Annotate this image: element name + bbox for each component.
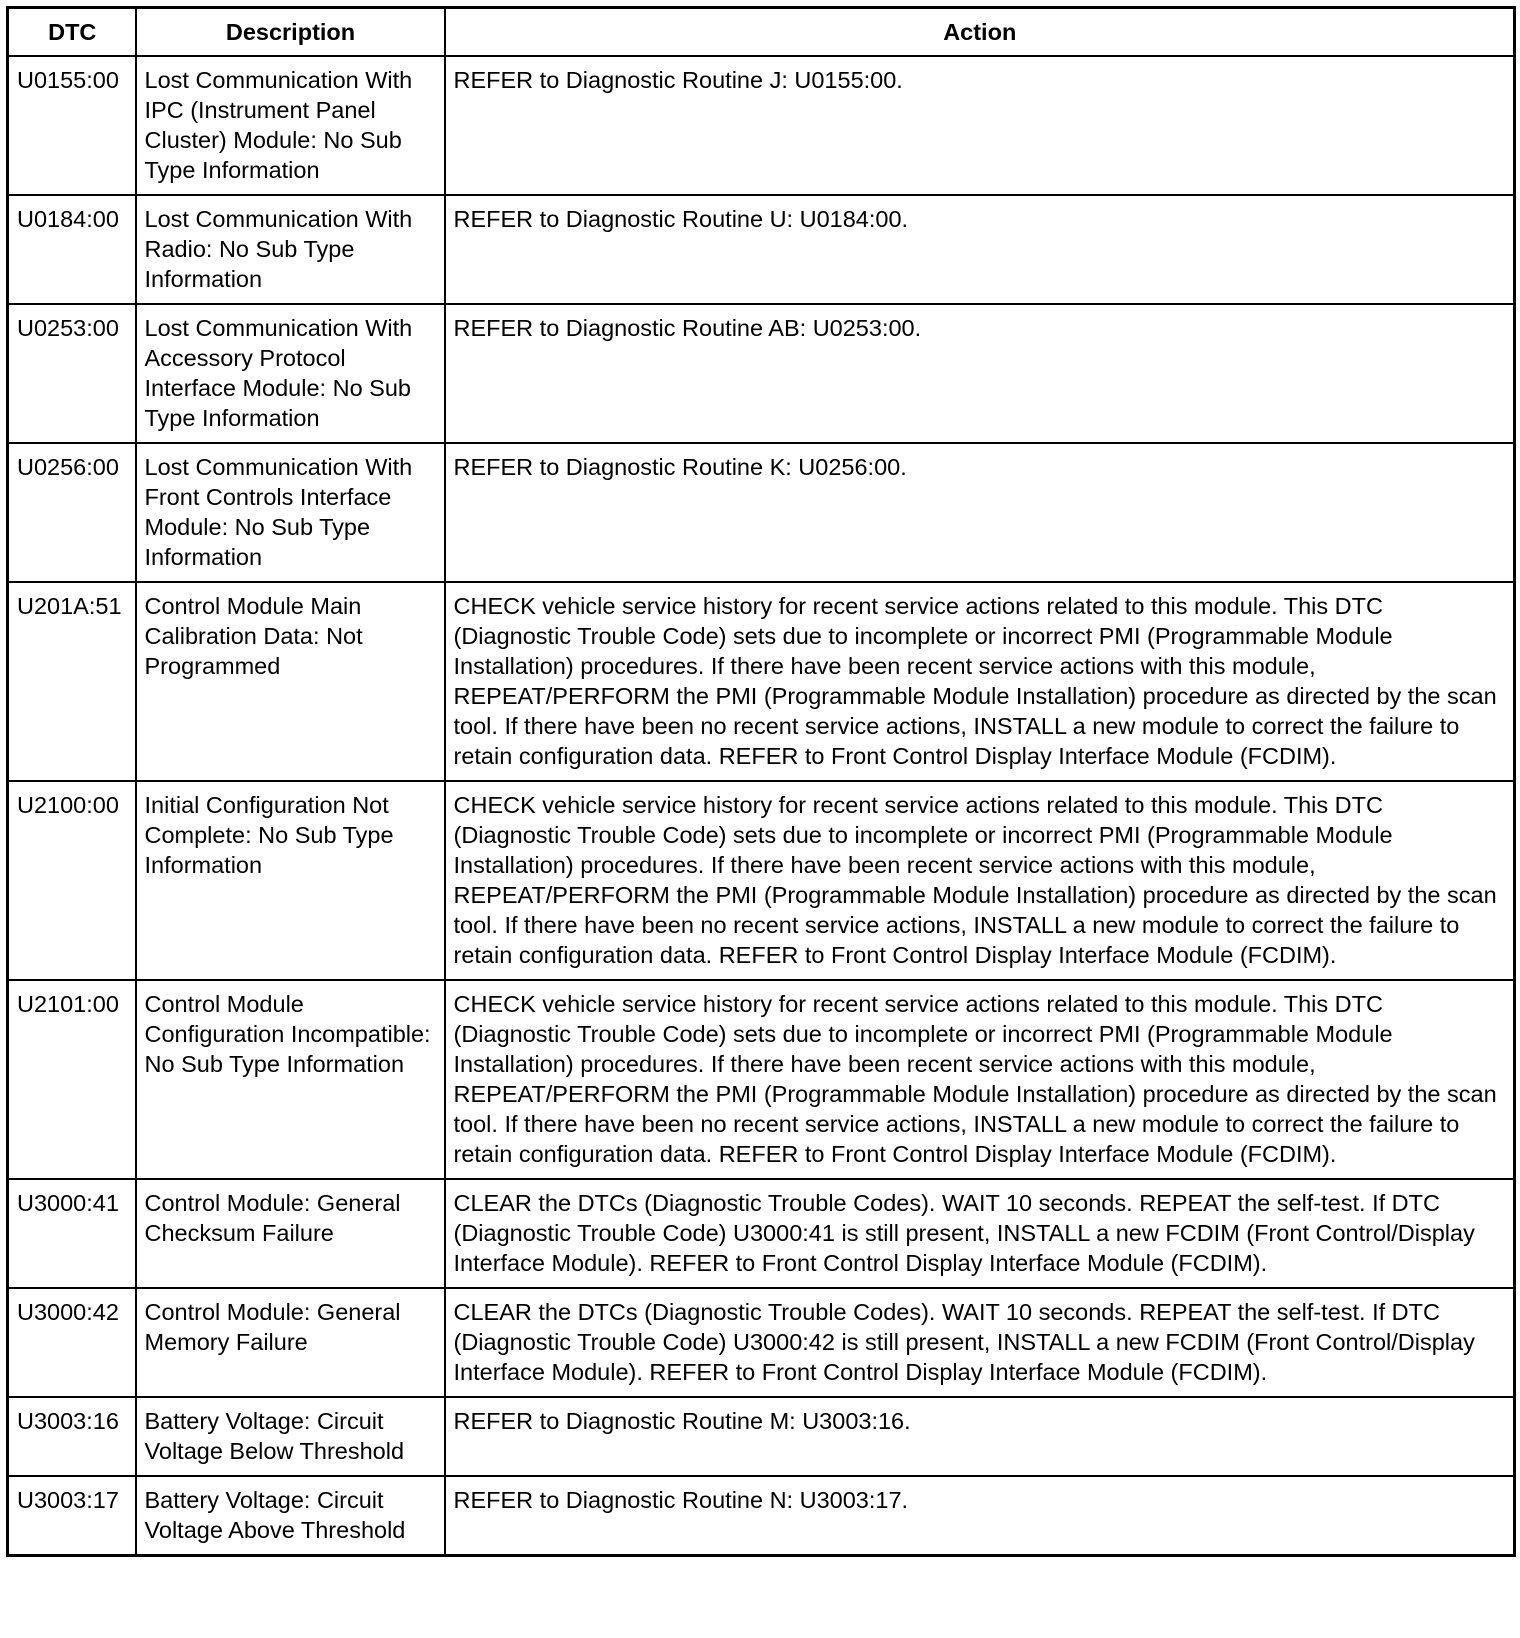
description-cell: Control Module Main Calibration Data: Not Programmed [136, 582, 445, 781]
description-cell: Battery Voltage: Circuit Voltage Above Threshold [136, 1476, 445, 1556]
action-cell: REFER to Diagnostic Routine AB: U0253:00. [445, 304, 1515, 443]
table-row [8, 195, 1515, 304]
table-row [8, 1179, 1515, 1288]
dtc-code-cell: U3000:42 [8, 1288, 136, 1397]
table-row [8, 304, 1515, 443]
action-cell: CHECK vehicle service history for recent service actions related to this module. This DTC (Diagnostic Trouble Code) sets due to incomplete or incorrect PMI (Programmable Module Installation) procedures. If there have been recent service actions with this module, REPEAT/PERFORM the PMI (Programmable Module Installation) procedure as directed by the scan tool. If there have been no recent service actions, INSTALL a new module to correct the failure to retain configuration data. REFER to Front Control Display Interface Module (FCDIM). [445, 582, 1515, 781]
dtc-code-cell: U3003:16 [8, 1397, 136, 1476]
dtc-code-cell: U201A:51 [8, 582, 136, 781]
description-cell: Lost Communication With Radio: No Sub Type Information [136, 195, 445, 304]
table-row [8, 443, 1515, 582]
action-cell: REFER to Diagnostic Routine J: U0155:00. [445, 56, 1515, 195]
dtc-code-cell: U0256:00 [8, 443, 136, 582]
table-row [8, 980, 1515, 1179]
table-row [8, 56, 1515, 195]
column-header-action: Action [445, 8, 1515, 57]
table-row [8, 582, 1515, 781]
column-header-dtc: DTC [8, 8, 136, 57]
table-row [8, 1397, 1515, 1476]
description-cell: Control Module: General Checksum Failure [136, 1179, 445, 1288]
table-row [8, 1476, 1515, 1556]
table-row [8, 1288, 1515, 1397]
action-cell: REFER to Diagnostic Routine M: U3003:16. [445, 1397, 1515, 1476]
description-cell: Battery Voltage: Circuit Voltage Below Threshold [136, 1397, 445, 1476]
description-cell: Lost Communication With Accessory Protocol Interface Module: No Sub Type Information [136, 304, 445, 443]
table-header-row [8, 8, 1515, 57]
action-cell: CLEAR the DTCs (Diagnostic Trouble Codes). WAIT 10 seconds. REPEAT the self-test. If DTC (Diagnostic Trouble Code) U3000:41 is still present, INSTALL a new FCDIM (Front Control/Display Interface Module). REFER to Front Control Display Interface Module (FCDIM). [445, 1179, 1515, 1288]
dtc-code-cell: U0184:00 [8, 195, 136, 304]
action-cell: CHECK vehicle service history for recent service actions related to this module. This DTC (Diagnostic Trouble Code) sets due to incomplete or incorrect PMI (Programmable Module Installation) procedures. If there have been recent service actions with this module, REPEAT/PERFORM the PMI (Programmable Module Installation) procedure as directed by the scan tool. If there have been no recent service actions, INSTALL a new module to correct the failure to retain configuration data. REFER to Front Control Display Interface Module (FCDIM). [445, 781, 1515, 980]
column-header-description: Description [136, 8, 445, 57]
description-cell: Initial Configuration Not Complete: No Sub Type Information [136, 781, 445, 980]
action-cell: REFER to Diagnostic Routine K: U0256:00. [445, 443, 1515, 582]
dtc-code-cell: U0155:00 [8, 56, 136, 195]
dtc-code-cell: U2101:00 [8, 980, 136, 1179]
description-cell: Control Module Configuration Incompatible: No Sub Type Information [136, 980, 445, 1179]
dtc-table [6, 6, 1516, 1557]
dtc-code-cell: U0253:00 [8, 304, 136, 443]
table-row [8, 781, 1515, 980]
action-cell: REFER to Diagnostic Routine U: U0184:00. [445, 195, 1515, 304]
dtc-code-cell: U3003:17 [8, 1476, 136, 1556]
description-cell: Control Module: General Memory Failure [136, 1288, 445, 1397]
action-cell: CHECK vehicle service history for recent service actions related to this module. This DTC (Diagnostic Trouble Code) sets due to incomplete or incorrect PMI (Programmable Module Installation) procedures. If there have been recent service actions with this module, REPEAT/PERFORM the PMI (Programmable Module Installation) procedure as directed by the scan tool. If there have been no recent service actions, INSTALL a new module to correct the failure to retain configuration data. REFER to Front Control Display Interface Module (FCDIM). [445, 980, 1515, 1179]
action-cell: REFER to Diagnostic Routine N: U3003:17. [445, 1476, 1515, 1556]
description-cell: Lost Communication With IPC (Instrument Panel Cluster) Module: No Sub Type Information [136, 56, 445, 195]
dtc-code-cell: U2100:00 [8, 781, 136, 980]
action-cell: CLEAR the DTCs (Diagnostic Trouble Codes). WAIT 10 seconds. REPEAT the self-test. If DTC (Diagnostic Trouble Code) U3000:42 is still present, INSTALL a new FCDIM (Front Control/Display Interface Module). REFER to Front Control Display Interface Module (FCDIM). [445, 1288, 1515, 1397]
description-cell: Lost Communication With Front Controls Interface Module: No Sub Type Information [136, 443, 445, 582]
dtc-code-cell: U3000:41 [8, 1179, 136, 1288]
